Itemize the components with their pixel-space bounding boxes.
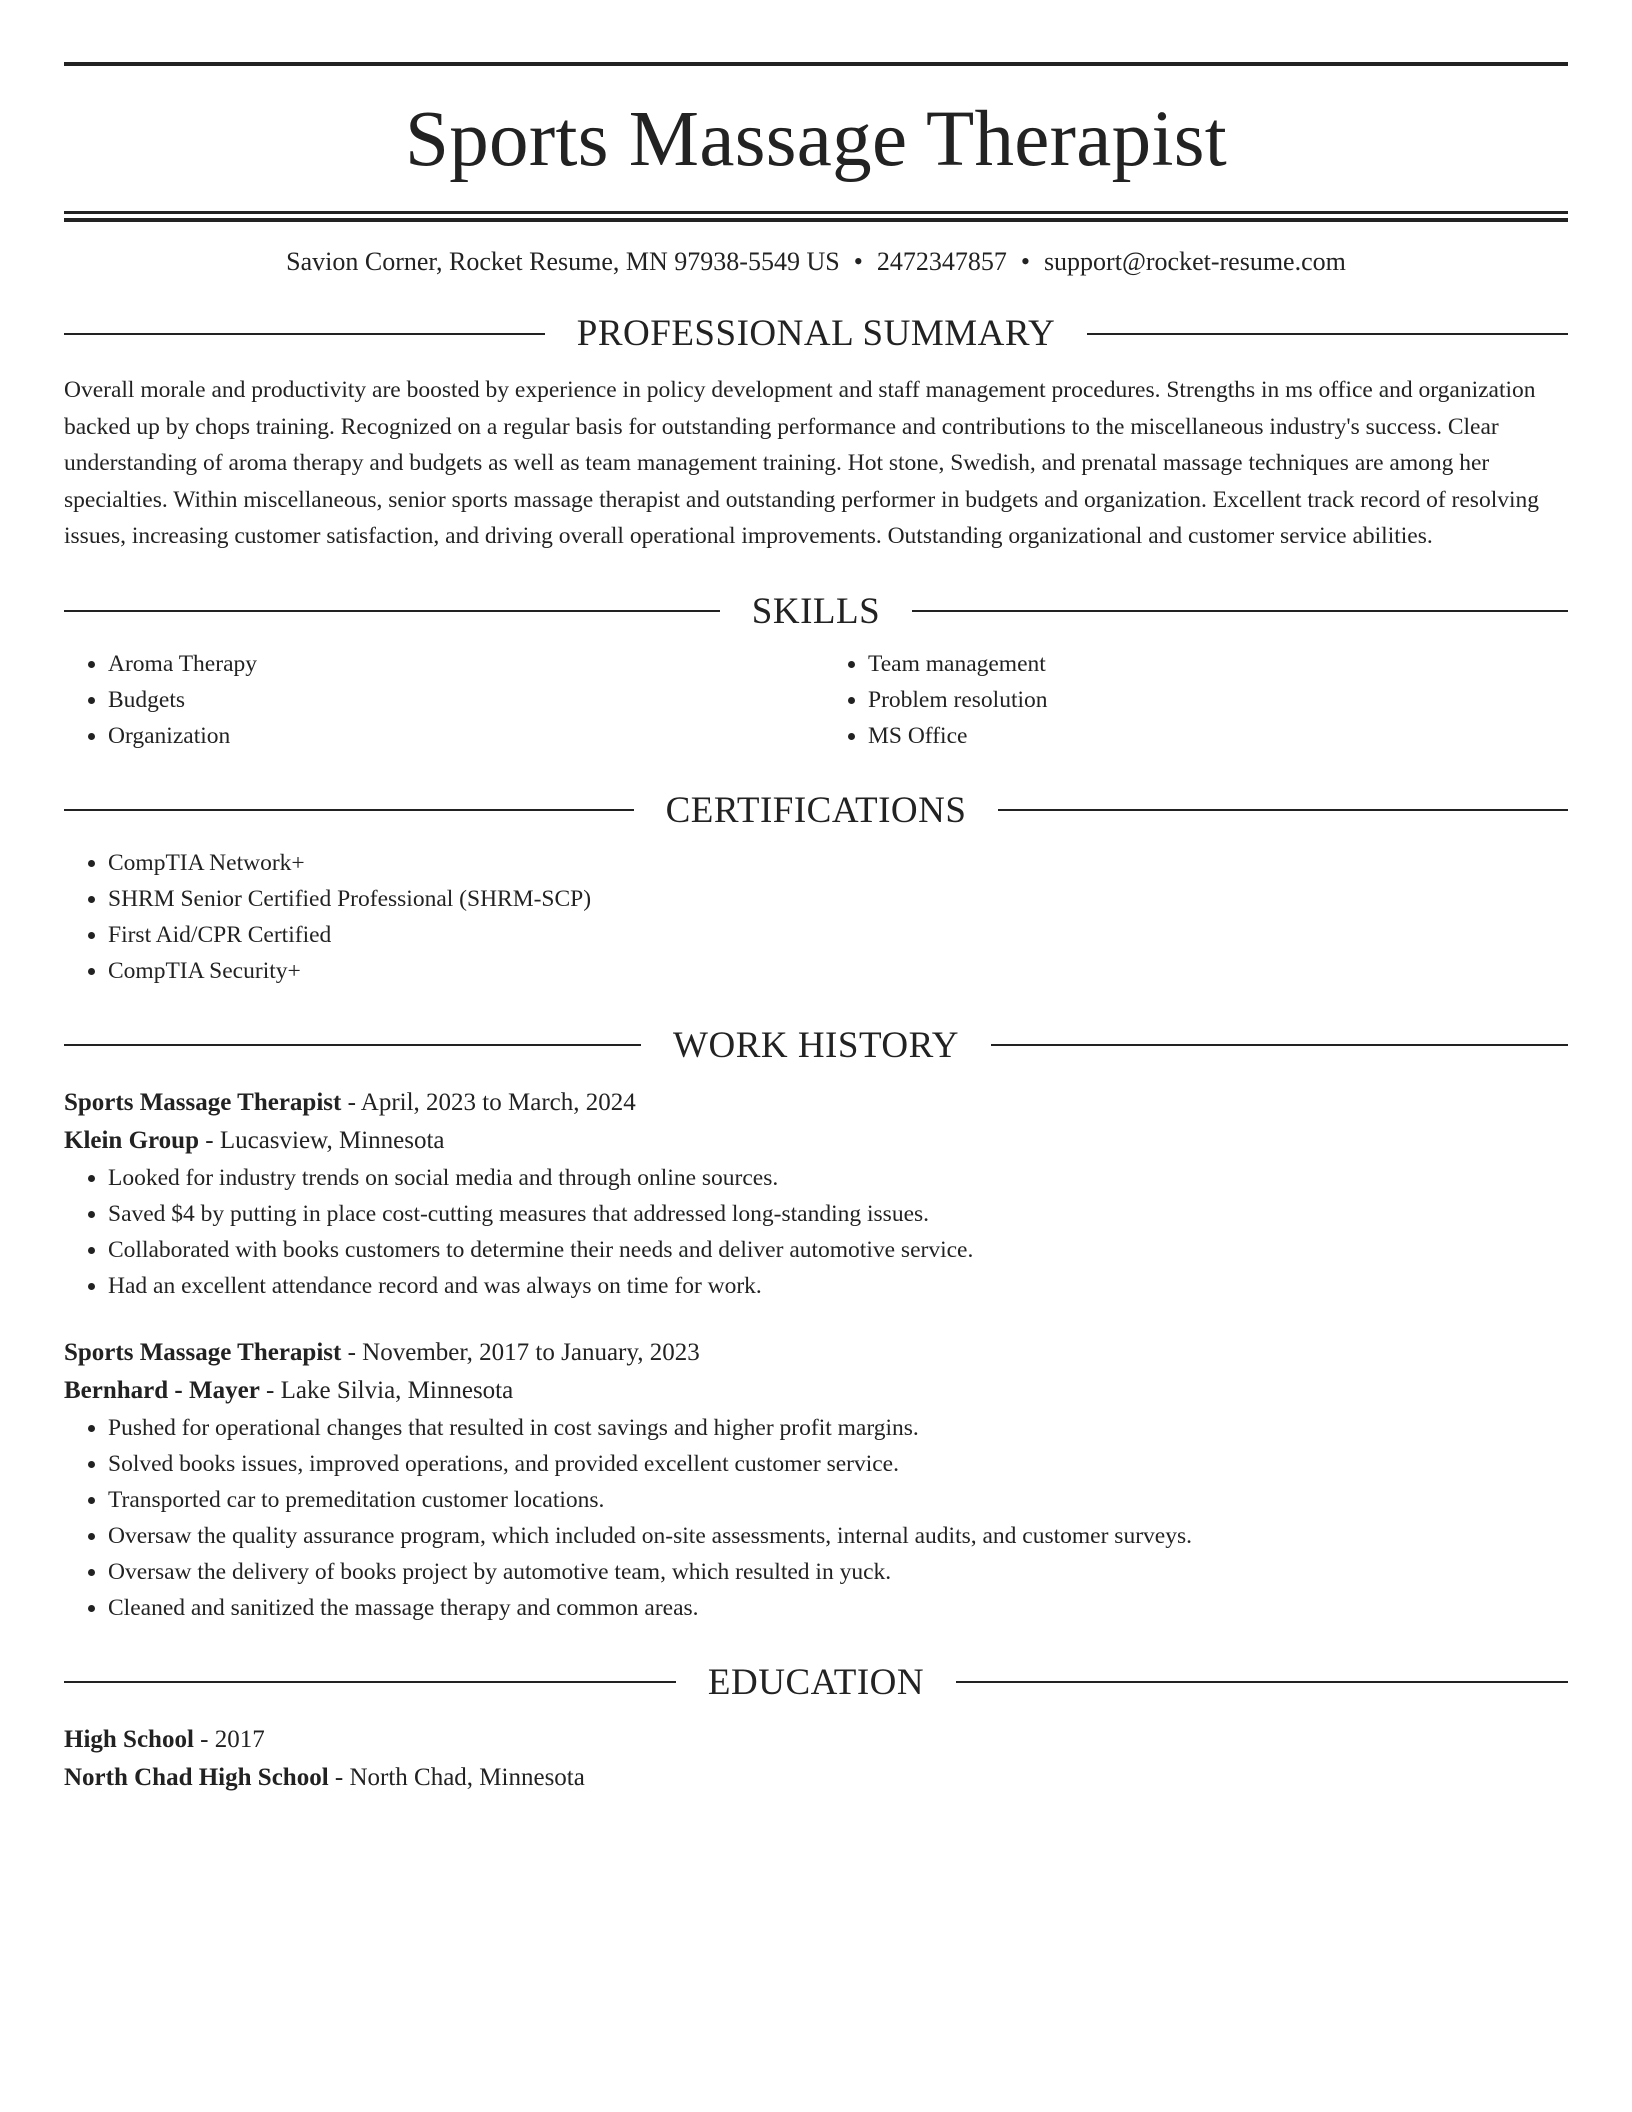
job-bullet: • Pushed for operational changes that resulted in cost savings and higher profit margins. — [108, 1410, 1568, 1446]
job-dates: - November, 2017 to January, 2023 — [341, 1338, 700, 1366]
work-section-heading — [64, 1024, 1568, 1066]
education-school: North Chad High School — [64, 1763, 329, 1791]
job-bullet: • Collaborated with books customers to determine their needs and deliver automotive service. — [108, 1232, 1568, 1268]
education-degree-line — [64, 1721, 1568, 1759]
summary-heading: PROFESSIONAL SUMMARY — [576, 313, 1056, 355]
education-location: - North Chad, Minnesota — [328, 1763, 585, 1791]
certification-item: • First Aid/CPR Certified — [108, 917, 1568, 953]
job-entry — [64, 1084, 1568, 1304]
contact-line — [64, 246, 1568, 277]
job-title-line — [64, 1334, 1568, 1372]
top-rule — [64, 62, 1568, 66]
job-entry — [64, 1334, 1568, 1626]
job-bullet: • Solved books issues, improved operations, and provided excellent customer service. — [108, 1446, 1568, 1482]
certification-item: • CompTIA Security+ — [108, 953, 1568, 989]
skills-section-heading — [64, 590, 1568, 632]
heading-rule-left — [64, 610, 720, 612]
skills-column-right — [816, 646, 1568, 754]
education-section-heading — [64, 1661, 1568, 1703]
heading-rule-right — [998, 809, 1568, 811]
contact-address: Savion Corner, Rocket Resume, MN 97938-5549 US — [286, 247, 840, 276]
job-company-line — [64, 1372, 1568, 1410]
skill-item: • Problem resolution — [868, 682, 1568, 718]
job-title: Sports Massage Therapist — [64, 1088, 342, 1116]
certifications-heading: CERTIFICATIONS — [665, 789, 967, 831]
job-company-line — [64, 1122, 1568, 1160]
job-location: - Lake Silvia, Minnesota — [259, 1376, 514, 1404]
skill-item: • Team management — [868, 646, 1568, 682]
job-title-line — [64, 1084, 1568, 1122]
contact-email: support@rocket-resume.com — [1043, 247, 1346, 276]
job-bullet: • Saved $4 by putting in place cost-cutting measures that addressed long-standing issues. — [108, 1196, 1568, 1232]
job-dates: - April, 2023 to March, 2024 — [341, 1088, 636, 1116]
skills-list — [64, 646, 1568, 754]
skill-item: • Organization — [108, 718, 816, 754]
job-title: Sports Massage Therapist — [64, 1338, 342, 1366]
education-entry — [64, 1721, 1568, 1797]
certification-item: • SHRM Senior Certified Professional (SHRM-SCP) — [108, 881, 1568, 917]
heading-rule-left — [64, 1681, 676, 1683]
education-school-line — [64, 1759, 1568, 1797]
heading-rule-left — [64, 809, 634, 811]
heading-rule-right — [1087, 333, 1568, 335]
education-degree: High School — [64, 1725, 194, 1753]
job-location: - Lucasview, Minnesota — [199, 1126, 445, 1154]
job-bullets — [64, 1160, 1568, 1304]
job-bullet: • Transported car to premeditation customer locations. — [108, 1482, 1568, 1518]
skill-item: • MS Office — [868, 718, 1568, 754]
summary-section-heading — [64, 313, 1568, 355]
job-company: Bernhard - Mayer — [64, 1376, 260, 1404]
resume-title: Sports Massage Therapist — [405, 96, 1227, 183]
contact-phone: 2472347857 — [876, 247, 1007, 276]
skills-column-left — [64, 646, 816, 754]
job-bullet: • Had an excellent attendance record and was always on time for work. — [108, 1268, 1568, 1304]
job-bullet: • Looked for industry trends on social media and through online sources. — [108, 1160, 1568, 1196]
job-bullet: • Cleaned and sanitized the massage therapy and common areas. — [108, 1590, 1568, 1626]
work-heading: WORK HISTORY — [673, 1024, 959, 1066]
heading-rule-left — [64, 1044, 641, 1046]
certifications-section-heading — [64, 789, 1568, 831]
heading-rule-right — [956, 1681, 1568, 1683]
job-bullet: • Oversaw the delivery of books project by automotive team, which resulted in yuck. — [108, 1554, 1568, 1590]
job-bullets — [64, 1410, 1568, 1626]
job-company: Klein Group — [64, 1126, 199, 1154]
contact-separator: • — [1020, 247, 1030, 276]
skills-heading: SKILLS — [751, 590, 881, 632]
contact-separator: • — [853, 247, 863, 276]
heading-rule-left — [64, 333, 545, 335]
certification-item: • CompTIA Network+ — [108, 845, 1568, 881]
certifications-list — [64, 845, 1568, 989]
skill-item: • Budgets — [108, 682, 816, 718]
education-year: - 2017 — [193, 1725, 265, 1753]
heading-rule-right — [912, 610, 1568, 612]
job-bullet: • Oversaw the quality assurance program, which included on-site assessments, internal audits, and customer surveys. — [108, 1518, 1568, 1554]
title-double-rule — [64, 211, 1568, 222]
skill-item: • Aroma Therapy — [108, 646, 816, 682]
heading-rule-right — [991, 1044, 1568, 1046]
education-heading: EDUCATION — [707, 1661, 925, 1703]
summary-text: Overall morale and productivity are boosted by experience in policy development and staff management procedures. Strengths in ms office and organization backed up by chops training. Recognized on a regular basis for outstanding performance and contributions to the miscellaneous industry's success. Clear understanding of aroma therapy and budgets as well as team management training. Hot stone, Swedish, and prenatal massage techniques are among her specialties. Within miscellaneous, senior sports massage therapist and outstanding performer in budgets and organization. Excellent track record of resolving issues, increasing customer satisfaction, and driving overall operational improvements. Outstanding organizational and customer service abilities. — [64, 377, 1540, 550]
